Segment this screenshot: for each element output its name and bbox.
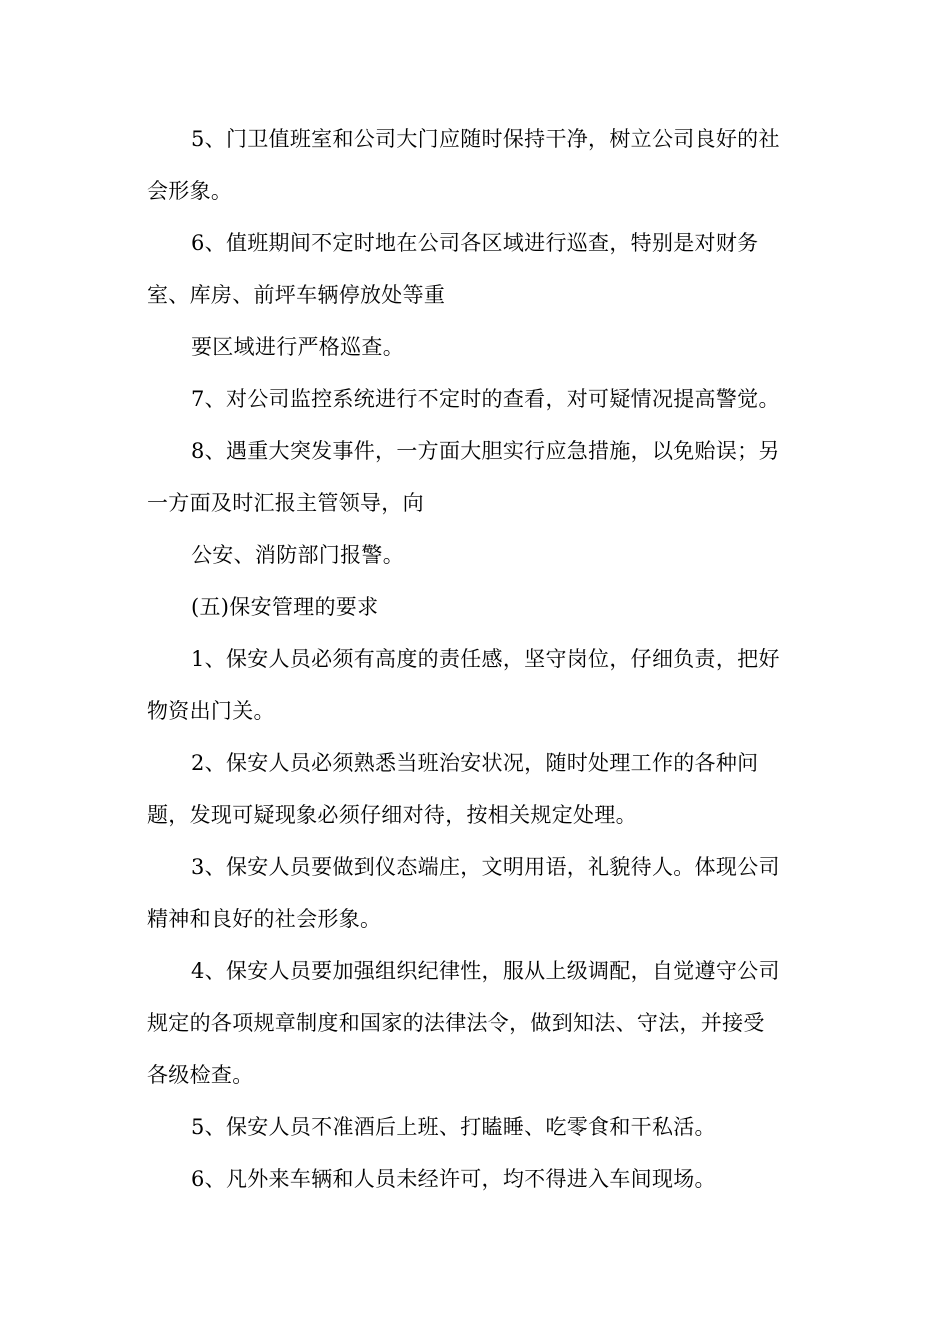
paragraph-line: 2、保安人员必须熟悉当班治安状况，随时处理工作的各种问	[191, 751, 759, 775]
paragraph-line: 7、对公司监控系统进行不定时的查看，对可疑情况提高警觉。	[191, 387, 780, 411]
paragraph-line: 6、凡外来车辆和人员未经许可，均不得进入车间现场。	[191, 1167, 716, 1191]
paragraph-line: 题，发现可疑现象必须仔细对待，按相关规定处理。	[147, 803, 637, 827]
paragraph-line: 精神和良好的社会形象。	[147, 907, 382, 931]
paragraph-line: 各级检查。	[147, 1063, 254, 1087]
paragraph-line: (五)保安管理的要求	[191, 595, 379, 619]
paragraph-line: 公安、消防部门报警。	[191, 543, 404, 567]
paragraph-line: 一方面及时汇报主管领导，向	[147, 491, 424, 515]
paragraph-line: 1、保安人员必须有高度的责任感，坚守岗位，仔细负责，把好	[191, 647, 780, 671]
paragraph-line: 要区域进行严格巡查。	[191, 335, 404, 359]
paragraph-line: 物资出门关。	[147, 699, 275, 723]
document-body	[147, 113, 807, 1205]
paragraph-line: 3、保安人员要做到仪态端庄，文明用语，礼貌待人。体现公司	[191, 855, 780, 879]
paragraph-line: 会形象。	[147, 179, 233, 203]
paragraph-line: 室、库房、前坪车辆停放处等重	[147, 283, 446, 307]
paragraph-line: 6、值班期间不定时地在公司各区域进行巡查，特别是对财务	[191, 231, 759, 255]
paragraph-line: 8、遇重大突发事件，一方面大胆实行应急措施，以免贻误；另	[191, 439, 780, 463]
paragraph-line: 4、保安人员要加强组织纪律性，服从上级调配，自觉遵守公司	[191, 959, 780, 983]
paragraph-line: 5、门卫值班室和公司大门应随时保持干净，树立公司良好的社	[191, 127, 780, 151]
paragraph-line: 5、保安人员不准酒后上班、打瞌睡、吃零食和干私活。	[191, 1115, 716, 1139]
paragraph-line: 规定的各项规章制度和国家的法律法令，做到知法、守法，并接受	[147, 1011, 765, 1035]
